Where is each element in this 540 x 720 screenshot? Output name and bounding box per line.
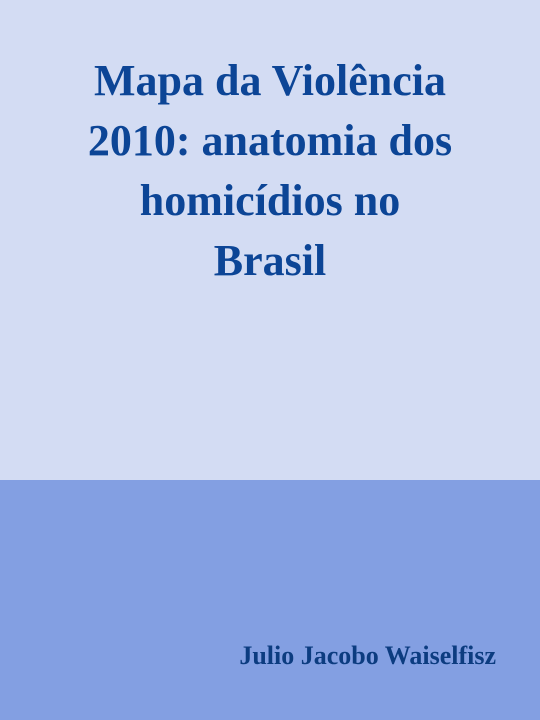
title-line: 2010: anatomia dos	[87, 116, 453, 165]
cover-bottom-panel	[0, 480, 540, 720]
title-line: homicídios no	[139, 176, 401, 225]
book-author: Julio Jacobo Waiselfisz	[239, 641, 496, 670]
book-title	[20, 51, 520, 291]
title-line: Mapa da Violência	[93, 56, 447, 105]
title-line: Brasil	[213, 236, 327, 285]
